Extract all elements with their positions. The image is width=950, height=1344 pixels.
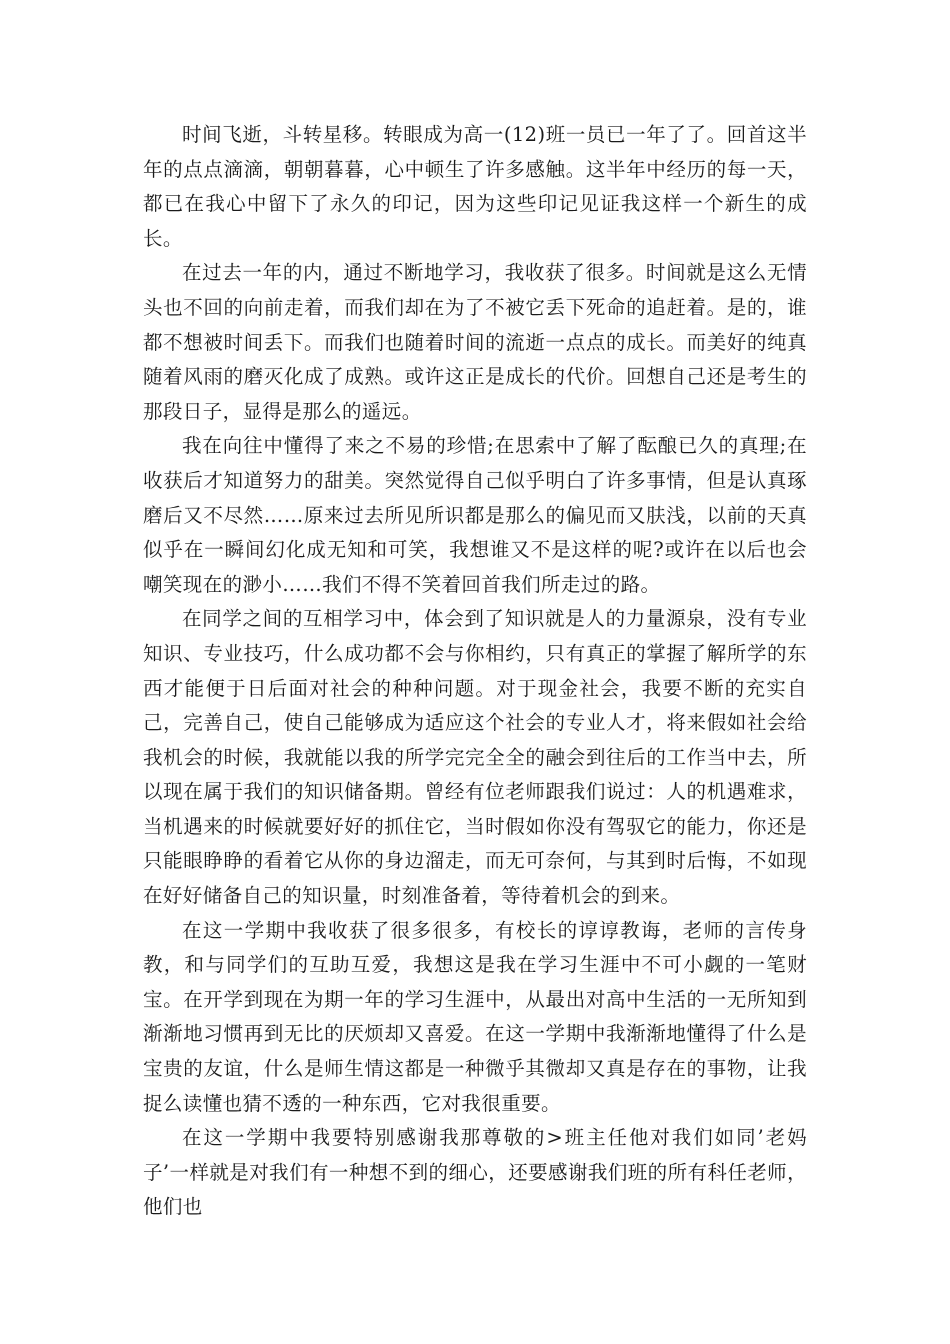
paragraph-6: 在这一学期中我要特别感谢我那尊敬的>班主任他对我们如同’老妈子’一样就是对我们有一种想不到的细心，还要感谢我们班的所有科任老师，他们也 bbox=[143, 1126, 807, 1219]
paragraph-2: 在过去一年的内，通过不断地学习，我收获了很多。时间就是这么无情头也不回的向前走着，而我们却在为了不被它丢下死命的追赶着。是的，谁都不想被时间丢下。而我们也随着时间的流逝一点点的成长。而美好的纯真随着风雨的磨灭化成了成熟。或许这正是成长的代价。回想自己还是考生的那段日子，显得是那么的遥远。 bbox=[143, 261, 807, 423]
paragraph-4: 在同学之间的互相学习中，体会到了知识就是人的力量源泉，没有专业知识、专业技巧，什么成功都不会与你相约，只有真正的掌握了解所学的东西才能便于日后面对社会的种种问题。对于现金社会，我要不断的充实自己，完善自己，使自己能够成为适应这个社会的专业人才，将来假如社会给我机会的时候，我就能以我的所学完完全全的融会到往后的工作当中去，所以现在属于我们的知识储备期。曾经有位老师跟我们说过：人的机遇难求，当机遇来的时候就要好好的抓住它，当时假如你没有驾驭它的能力，你还是只能眼睁睁的看着它从你的身边溜走，而无可奈何，与其到时后悔，不如现在好好储备自己的知识量，时刻准备着，等待着机会的到来。 bbox=[143, 607, 807, 908]
paragraph-5: 在这一学期中我收获了很多很多，有校长的谆谆教诲，老师的言传身教，和与同学们的互助互爱，我想这是我在学习生涯中不可小觑的一笔财宝。在开学到现在为期一年的学习生涯中，从最出对高中生活的一无所知到渐渐地习惯再到无比的厌烦却又喜爱。在这一学期中我渐渐地懂得了什么是宝贵的友谊，什么是师生情这都是一种微乎其微却又真是存在的事物，让我捉么读懂也猜不透的一种东西，它对我很重要。 bbox=[143, 918, 807, 1115]
paragraph-1: 时间飞逝，斗转星移。转眼成为高一(12)班一员已一年了了。回首这半年的点点滴滴，朝朝暮暮，心中顿生了许多感触。这半年中经历的每一天，都已在我心中留下了永久的印记，因为这些印记见证我这样一个新生的成长。 bbox=[143, 123, 807, 250]
paragraph-3: 我在向往中懂得了来之不易的珍惜;在思索中了解了酝酿已久的真理;在收获后才知道努力的甜美。突然觉得自己似乎明白了许多事情，但是认真琢磨后又不尽然……原来过去所见所识都是那么的偏见而又肤浅，以前的天真似乎在一瞬间幻化成无知和可笑，我想谁又不是这样的呢?或许在以后也会嘲笑现在的渺小……我们不得不笑着回首我们所走过的路。 bbox=[143, 434, 807, 596]
document-body bbox=[143, 118, 807, 1225]
